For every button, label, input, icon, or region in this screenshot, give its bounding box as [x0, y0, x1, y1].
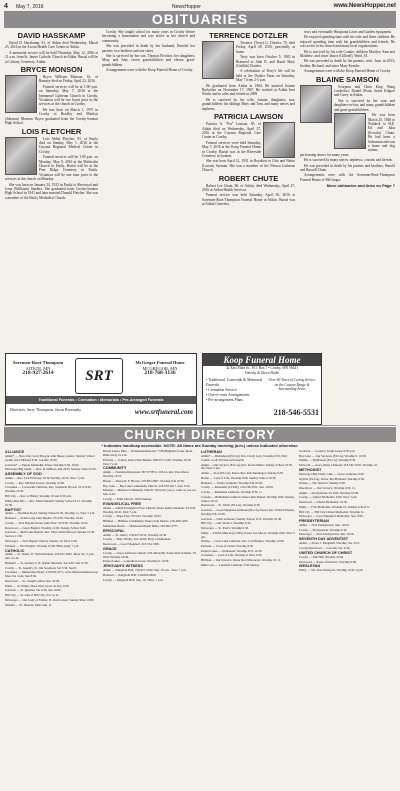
church-listing: Mille Lacs — Lakeside Lutheran; 9:30 Sunday. — [201, 562, 260, 567]
obit-text: She was born April 12, 1931 in Royalton to Otto and Nettie (Larson) Szeman. She was a member of the Nisswa Lutheran Church. — [202, 159, 295, 173]
church-listing: Pequot Lakes — Lakeshore Grace; Worship 9, 10:30. — [103, 559, 170, 564]
church-listing: Bay Lake — Our Saviours (ELCA); Worship 9, 10:30. — [299, 453, 367, 458]
church-listing: Deerwood — St. John's (ELCA); Worship 9:30. — [201, 503, 261, 508]
service-item: • Pre-arrangement Plans — [206, 398, 243, 402]
church-listing: Aitkin — St. John's; 218-927-6312. Worship 10:30. — [103, 532, 167, 537]
church-listing: Aitkin — Nordman Road; Sunday School 9:45, Worship 11, Wed. 7 p.m. — [5, 511, 96, 516]
church-listing: Garrison — St. Ignatius; Sat 4:30, Sun 10:00. — [5, 588, 62, 593]
church-listing: Palisade — First Baptist; Worship 10:00, Bible study 7 p.m. — [5, 543, 80, 548]
church-listing: Aitkin — Zion (ELCA); Pastor Rev. Rob Kenninger; Sunday 9:30. — [201, 471, 284, 476]
denomination-heading: PRESBYTERIAN — [299, 519, 329, 524]
obit-photo — [5, 75, 37, 113]
obit-text: He is survived by his wife Connie; children Marilyn, Sam and Matthew; and sister Janice (Gillotel), Ward, IA. — [300, 49, 395, 59]
church-listing: Hill City — Our Savior's; Worship 9:30. — [201, 521, 252, 526]
obit-name: LOIS FLETCHER — [21, 126, 82, 136]
obit-text: Arrangements were with the Sorensen-Root-Thompson Funeral Home of McGregor. — [300, 173, 395, 182]
church-listing: Hillman — Our Savior's; Pastor Rob Marquette; Worship 10, 11. — [201, 558, 282, 563]
obit-text: He was preceded in death by his parents and brothers, Harold and Russell Chute. — [300, 163, 395, 172]
denomination-heading: METHODIST — [299, 468, 322, 473]
church-listing: Garrison — Ruth Lake Baptist; Rev. Matt Christofferson; Sunday 10:30, Service 11:30. — [5, 530, 95, 539]
church-listing: Deerwood — St. Joseph's; Mass Sun. 10:00. — [5, 579, 60, 584]
directory-column-1 — [5, 450, 100, 608]
church-listing: Brainerd — Trinity Lutheran; Worship 8 & 10:30. — [201, 480, 263, 485]
funeral-home-name: McGregor Funeral Home — [135, 360, 185, 365]
church-listing: Crosby/Deerwood — Cascade; Sat. 9:30. — [299, 545, 351, 550]
church-listing: McGregor — Our Lady of Fatima; Fr. Paul Larsen; Sunday Mass 10:00. — [5, 597, 95, 602]
srt-funeral-ad — [5, 353, 197, 425]
church-listing: Deerwood — Grace Baptist; Worship 11:00, Sunday School 9:45. — [5, 525, 87, 530]
church-listing: Crosby — Kingdom Hall; Sun. 10, Thurs. 7 p.m. — [103, 577, 164, 582]
church-listing: McGregor — Good Shepherd Methodist; Sun. 9:00. — [299, 514, 364, 519]
obit-text: Funeral service was held Saturday, April 30, 2016 at Sorensen-Root-Thompson Funeral Home in Aitkin. Burial was at Aitkin Cemetery. — [202, 193, 295, 207]
funeral-home-location: AITKIN, MN — [25, 365, 51, 371]
koop-ad-tagline: Over 80 Years of Caring Service on the Cuyuna Range & Surrounding Areas — [268, 378, 316, 391]
directory-column-4 — [299, 450, 394, 574]
church-listing: Crosby — Holy Trinity; Sun 10:00, Holy Communion. — [103, 537, 171, 542]
obit-column-2 — [102, 30, 195, 74]
obit-name: BLAINE SAMSON — [316, 74, 379, 84]
church-listing: McGregor/Big Sandy Lake — Grace Lutheran; 8:30. — [299, 471, 365, 476]
church-listing: Crosslake — Crosswalk Christian; Rev. Stephanie Brown; SS at 9:30, Worship 10:30. — [5, 485, 92, 494]
obit-text: Crosby. She taught school for many years in Crosby before becoming a homemaker and was active in her church and community. — [102, 30, 195, 43]
church-listing: Cuyuna — Bethlehem Lutheran; Pastor Rob Shabel; Worship 9:00, Sunday School 10:15. — [201, 494, 295, 503]
church-listing: Deerwood — Good Shepherd; 218-534-3390. — [103, 542, 160, 546]
section-divider — [4, 425, 396, 426]
obit-text: Robert Lee Chute, 86, of Aitkin, died Wednesday, April 27, 2016 at Aitkin Health Services. — [202, 183, 295, 192]
directory-column-2 — [103, 450, 198, 583]
church-listing: Brainerd — St. Andrew's; Fr. Daniel Sherman. Sat 4:30, Sun 10:30. — [5, 561, 89, 566]
church-listing: Aitkin — Pastor J. Bangham; Worship, Sat. 9:15. — [299, 541, 360, 546]
church-listing: Deerwood — United Methodist; 10:30. — [299, 500, 348, 505]
obit-text: Patricia A. "Pat" Lawson, 85, of Aitkin died on Wednesday, April 27, 2016 at the Cuyuna Regional Care Center in Crosby. — [202, 122, 261, 140]
church-listing: Deerwood — Pastor Jim Kleve; Worship 9:00. — [299, 559, 357, 564]
obit-text: He is survived by his wife, Joanne; daughters; son; grandchildren; his siblings Mary and Tom, and many nieces and nephews. — [202, 97, 295, 111]
church-listing: Crosby — Faith Church; 10:00 Sunday. — [103, 496, 153, 501]
denomination-heading: GRACE — [103, 546, 117, 551]
obit-text: Funeral services will be 1:00 p.m. on Monday, May 9, 2016 at the Methodist Church in Emily. Burial will be at the Pine Ridge Cemetery in Emily. Visitation will be one hour prior to the services at the church on Monday. — [5, 155, 98, 182]
obit-column-4 — [300, 30, 395, 189]
service-item: • Cremation Service — [206, 388, 237, 392]
funeral-home-phone: 218-927-2614 — [22, 370, 54, 376]
church-listing: Hill City — Rev. G Bailey; Worship 10 and 6:30 p.m. — [5, 494, 72, 499]
srt-directors: Directors: Jerry Thompson, Jason Brezinsky — [10, 407, 82, 412]
denomination-heading: EVANGELICAL FREE — [103, 501, 142, 506]
church-listing: Aitkin* — New Life; Larry Burg & John Baker, pastors. Sunday School (Adult and Children) 9:30, worship 10:30. — [5, 453, 95, 462]
funeral-home-location: MCGREGOR, MN — [142, 365, 178, 371]
church-listing: Pine River — Our Savior's; Worship 9:30, 11. — [299, 486, 356, 491]
church-listing: Manhattan Beach — Manhattan Beach Bible; 218-692-3777. — [103, 523, 179, 528]
obit-text: sews and eventually Huupsana Lawn and Garden equipment. — [304, 30, 392, 34]
koop-funeral-ad — [202, 353, 322, 425]
church-listing: McGregor — First Baptist Church; Sunday 10, Wed. 6:30. — [5, 538, 78, 543]
obit-column-3 — [202, 30, 295, 208]
service-item: • Out-of-town Arrangements — [206, 393, 250, 397]
church-listing: Hill City — St. Ann of Hill City; Sat 5 p.m. — [5, 593, 60, 598]
obit-text: She is survived by her son, Thomas Fletcher; her daughters, Mary and Ann; seven grandchildren and eleven great-grandchildren. — [102, 54, 195, 67]
obit-photo — [334, 113, 366, 149]
koop-services-list — [206, 378, 264, 403]
service-item: • Traditional, Graveside & Memorial Funerals — [206, 378, 263, 387]
church-directory-note: * Indicates handicap accessible. NOTE: All times are Sunday morning (a.m.) unless indicated otherwise. — [101, 443, 299, 448]
srt-services-strip: Traditional Funerals • Cremation • Memorials • Pre-Arranged Funerals — [6, 396, 196, 404]
obit-text: She is survived by her sons and daughters-in-law, and many grandchildren and great-grandchildren. — [334, 98, 395, 112]
paper-name: NewsHopper — [172, 4, 201, 10]
obituaries-banner: OBITUARIES — [4, 11, 396, 28]
koop-ad-title: Koop Funeral Home — [203, 354, 321, 366]
church-listing: Crosslake — Immaculate Heart; 218-692-3571, www.immaculateheart.org. Mass Sat 4 pm, Sun 8:30. — [5, 570, 99, 579]
obit-photo — [263, 122, 295, 158]
obit-text: She was preceded in death by her husband, Donald; her parents; two brothers and one sister. — [102, 44, 195, 53]
church-listing: Emily-Pine Bay — Rev. Mark Wendell; Sunday School 9:15, Worship 10:30. — [5, 498, 92, 507]
church-listing: Bay Lake — Bay Lake Community Church; 218-678-2617, Sun. 9:30. — [103, 483, 191, 488]
directory-column-3 — [201, 450, 296, 569]
church-listing: Baxter — Pastor R. F. Brown; 218-895-5867. Worship 9 & 10:30. — [103, 478, 185, 483]
church-listing: Baxter — Lord of Life; Worship 9:00, Sunday School 10:30. — [201, 475, 277, 480]
church-listing: Emily — Faith Lutheran (LCMS); Pastor Jon Moore; Worship 9:00, Wed. 6 pm. — [201, 530, 295, 539]
denomination-heading: EPISCOPAL — [103, 528, 125, 533]
obit-text: Bryce William Monson, 61, of Ramsey died on Friday, April 22, 2016. — [39, 75, 98, 84]
page-number: 4 — [4, 3, 8, 10]
church-listing: Garrison* — Purple Methodist; Praise Worship 9:30, 10:00. — [5, 462, 80, 467]
funeral-home-phone: 218-768-3136 — [144, 370, 176, 376]
obit-text: A celebration of Terry's life will be held at the Dotzler Farm on Saturday, May 7 from 2-5 p.m. — [236, 69, 295, 83]
obit-text: A memorial service will be held Thursday, May 12, 2016 at 11 a.m. from St. James Catholic Church in Aitkin. Burial will be at Calvary Cemetery, Aitkin. — [5, 50, 98, 64]
church-listing: Onamia — St. Therese; Mass Sun. 11. — [5, 602, 53, 607]
obit-name: TERRENCE DOTZLER — [209, 31, 288, 40]
church-listing: Palisade — Trinity; Pastor Don Bender; 608-475-1526. Worship 10:30, Wed. 7 p.m. — [103, 457, 192, 466]
church-listing: Emily — Mt. Zion Wesleyan; Worship 10:45, 6 pm. — [299, 568, 364, 573]
church-listing: Crosby — United Methodist; 9:00, Wed. 5 pm. — [299, 495, 358, 500]
church-listing: Crosby — Rev. Michael Towne; Worship 10:00. — [5, 480, 65, 485]
church-listing: Crosby — Oak Hill; Worship 10:00. — [299, 554, 344, 559]
obit-text: He was born March 25, 1928 in Waldeck to H.E. Ed and Julia (Kovala) Chute. He had been a fisherman and was a home and dog trainer, performing shows for many years. — [300, 113, 395, 157]
church-listing: Crosby — Immanuel (LCMS); 218-546-5551, Sun. 10:00. — [201, 485, 274, 490]
obit-name: DAVID HASSKAMP — [17, 31, 86, 40]
church-listing: Crosslake — Lord of Life; Worship 9, Wed. 6:30. — [201, 553, 263, 558]
srt-right-block — [127, 360, 193, 377]
church-listing: Jacobson — Cornery; Youth Group 6:30 p.m. — [299, 449, 356, 453]
denomination-heading: ALLIANCE — [5, 450, 25, 454]
church-listing: Crosby — Presbyterian; Worship 9:30. — [299, 527, 348, 532]
obit-text: Scorpion and Chun King Wang Larsbolsrs, Daniel Olson, Justin Kilgore and Carey in Aitkin. — [334, 84, 395, 98]
church-listing: Baxter Lakes, Pine — Nondenominational; 7336 Highland Scenic Road. Bible study 10 a.m. — [103, 449, 193, 457]
church-listing: Emily — St. Emily; Mass Wed. 6 p.m. & Sun. 9:30. — [5, 583, 70, 588]
church-listing: Emily — First Methodist; Worship 10, Sunday School 9. — [299, 504, 370, 509]
denomination-heading: JEHOVAH'S WITNESS — [103, 564, 143, 569]
obit-text: He graduated from Aitkin in 1964. He married Joanne Burlacher on November 17, 1967. He worked at Aitkin Iron Works and in sales and retired in 2008. — [202, 83, 295, 97]
obit-text: Funeral services will be at 1:00 p.m. on Saturday, May 7, 2016 at the Immanuel Lutheran Church in Crosby. Visitation will be two hours prior to the services at the church in Crosby. — [39, 84, 98, 107]
obit-text: Lois Abbie Fletcher, 93, of Emily died on Sunday, May 1, 2016 at the Cuyuna Regional Medical Center in Crosby. — [39, 136, 98, 154]
church-directory-banner: CHURCH DIRECTORY — [4, 427, 396, 442]
srt-left-block — [9, 360, 67, 377]
denomination-heading: CATHOLIC — [5, 548, 25, 553]
church-listing: Aitkin — St. James; Fr. Sam Perleman, 218-927-6461. Mass Sat. 5 p.m., Sun. 9 a.m. — [5, 552, 95, 561]
church-listing: Garrison — Good Shepherd Lutheran (ELCA); Pastor Rev. Ethan Eichleen; Worship 9 & 10:30. — [201, 507, 295, 516]
church-listing: McGrath — Grace (Wel) Lutheran; 218-592-3535. Worship 10. — [299, 463, 378, 468]
srt-monogram-logo: SRT — [75, 358, 123, 394]
denomination-heading: ASSEMBLY OF GOD — [5, 472, 42, 477]
church-listing: Garrison — Faith Lutheran; Sunday School 9:15, Worship 10:30. — [201, 516, 282, 521]
denomination-heading: SEVENTH DAY ADVENTIST — [299, 537, 349, 542]
church-listing: Mission — Mission Community Church; We invite you to come as you are. Sun. 9:30. — [103, 488, 197, 497]
church-listing: Crosby — First Baptist; Pastor John Thor; SS 9:30, Worship 10:45. — [5, 520, 89, 525]
church-listing: Aitkin — Kingdom Hall; 218-927-2330. Sun. 10 a.m., Tues. 7 p.m. — [103, 568, 187, 573]
obit-text: He was preceded in death by his parents; wife, Joan, in 2013; brother, Richard; and sister Mary Kessler. — [300, 59, 395, 68]
obit-name: BRYCE MONSON — [20, 65, 83, 75]
koop-ad-phone: 218-546-5531 — [273, 408, 319, 417]
church-listing: Ogilvie (ELCA); Pastor Jim Pittmann; Worship 9:30. — [299, 476, 365, 481]
obit-name: PATRICIA LAWSON — [213, 112, 284, 122]
denomination-heading: BAPTIST — [5, 507, 22, 512]
obit-text: Arrangements were with the Koop Funeral Home of Crosby. — [106, 68, 194, 73]
koop-ad-owners: Timothy & Dawn Hedin — [244, 370, 280, 375]
church-listing: Outing — Cross Lake Lutheran; Rev. Carl Holmes; Worship 10:00. — [201, 539, 285, 544]
church-listing: Malmo — Emmanuel (ELCA); Worship 8:30. — [299, 458, 356, 463]
obit-name: ROBERT CHUTE — [218, 173, 279, 183]
church-listing: McGregor — First Presbyterian; Sun. 10:30. — [299, 532, 355, 537]
obit-text: Arrangements were with the Koop Funeral Home of Crosby. — [304, 69, 392, 74]
funeral-home-name: Sorensen-Root-Thompson — [12, 360, 64, 365]
church-listing: Brainerd — South Long Lake Baptist; SS 9:30, Worship 10:45. — [5, 516, 84, 521]
issue-date: May 7, 2016 — [16, 4, 44, 10]
obit-text: He was born on March 1, 1975 in Crosby to Bradley and Marilyn (Johnson) Monson. Bryce graduated from the Crosby-Ironton High School. — [5, 107, 98, 126]
church-listing: Aitkin — Our Savior's (ELCA); Rev. Kevin Miller; Sunday School 10:30 am, Wed. 6 pm. — [201, 462, 293, 471]
obit-column-1 — [5, 30, 98, 201]
church-listing: Crosby — Grace Lutheran Church; 218-546-4400, Pastor Dan Schuller. SS 9:00, Worship 10:30. — [103, 550, 197, 559]
church-listing: Hill City — Hill City United Methodist; Worship 11. — [299, 509, 365, 514]
srt-website-link[interactable]: www.srtfuneral.com — [134, 408, 193, 416]
church-listing: Brainerd — Kingdom Hall; 218-829-8400. — [103, 572, 157, 577]
church-listing: Aitkin* — Bethlehem (ELCA); Rev. Cindy Gray, Worship 8:30, Holy Comm. 1st & 3rd Sun each month. — [201, 453, 288, 462]
church-listing: Crosby — Hope Free; SS 9:45, Worship 10:45. — [103, 514, 162, 519]
obit-text: Terry was born October 5, 1945 in Brainerd to John B. and Hazel Mary (Griffith) Dotzler. — [236, 55, 295, 69]
denomination-heading: LUTHERAN — [201, 450, 222, 454]
church-listing: Hillman — Hillman Community; Pastor Tom Morris. 218-486-5200. — [103, 519, 189, 524]
obit-text: Terrence (Terry) G. Dotzler, 70, died Friday, April 29, 2016, peacefully at home. — [236, 41, 295, 54]
obit-text: Funeral services were held Saturday, May 7, 2016 at the Koop Funeral Home in Crosby. Burial was in the Riverside Cemetery in Ironton. — [202, 140, 261, 158]
denomination-heading: UNITED CHURCH OF CHRIST — [299, 550, 353, 555]
church-listing: Aitkin — Aitkin Evangelical Free Church; Pastor Keith Ouellette, SS 9:30, Worship 10:45, Wed 7 p.m. — [103, 505, 196, 514]
church-listing: Crosby — St. Joseph's; Fr. Jim Sorenson; Sat 5:30, Sun 8. — [5, 565, 77, 570]
denomination-heading: WESLEYAN — [299, 564, 321, 569]
obit-text: David D. Hasskamp, 81, of Aitkin died Wednesday, March 23, 2016 at the Aicota Health Care Center in Aitkin. — [5, 41, 98, 50]
obit-text: He is survived by many nieces, nephews, cousins and friends. — [304, 158, 393, 163]
church-listing: Palisade — Cross of Christ; Worship 8:30. — [201, 543, 254, 548]
obit-text: She was born on January 24, 1923 in Emily to Sherwood and Lena (Williams) Sanders. She graduated from Crosby-Ironton High School in 1941 and later married Donald Fletcher. She was a member of the Emily Methodist Church. — [5, 182, 98, 200]
paper-url: www.NewsHopper.net — [333, 3, 396, 9]
denomination-heading: COMMUNITY — [103, 466, 127, 471]
obit-photo — [202, 41, 234, 79]
church-listing: Aitkin — First Presbyterian; Sun. 10:00. — [299, 523, 350, 528]
church-listing: Outing — Our Savior's; Sunday 9:30. — [299, 481, 346, 486]
obit-photo — [300, 85, 332, 123]
church-listing: McGregor — St. Paul's; Worship 9:30. — [201, 525, 249, 530]
church-listing: Aitkin — Nondenominational; 807 07TH #; 218-14. Rev. Dan Olson. Worship 10:15. — [103, 470, 190, 479]
obit-text: He enjoyed spending time with his wife and three children. He enjoyed spending time with his grandchildren and friends. He was active in his church and many local organizations. — [300, 35, 395, 49]
church-listing: Aitkin — Presbyterian; SS 9:00, Worship 10:00. — [299, 490, 359, 495]
koop-ad-address: 42 East Main St., P.O. Box 7 • Crosby, MN 56441 — [225, 366, 298, 370]
church-listing: Crosby — Immanuel Lutheran; Worship 8:30, 11. — [201, 489, 263, 494]
obit-photo — [5, 137, 37, 175]
church-listing: McGregor/Big Sandy — Rev. D. DeBoer, 426-2435. Sunday School 9:30. — [5, 467, 97, 472]
church-listing: Aitkin — Rev. Jack Erickson; SS & Worship 10:45, Wed. 7 p.m. — [5, 476, 85, 481]
church-listing: Pequot Lakes — Immanuel; Worship 8:15, 10:30. — [201, 548, 263, 553]
more-obituaries-link[interactable]: More obituaries and links on Page 7 — [326, 183, 395, 189]
